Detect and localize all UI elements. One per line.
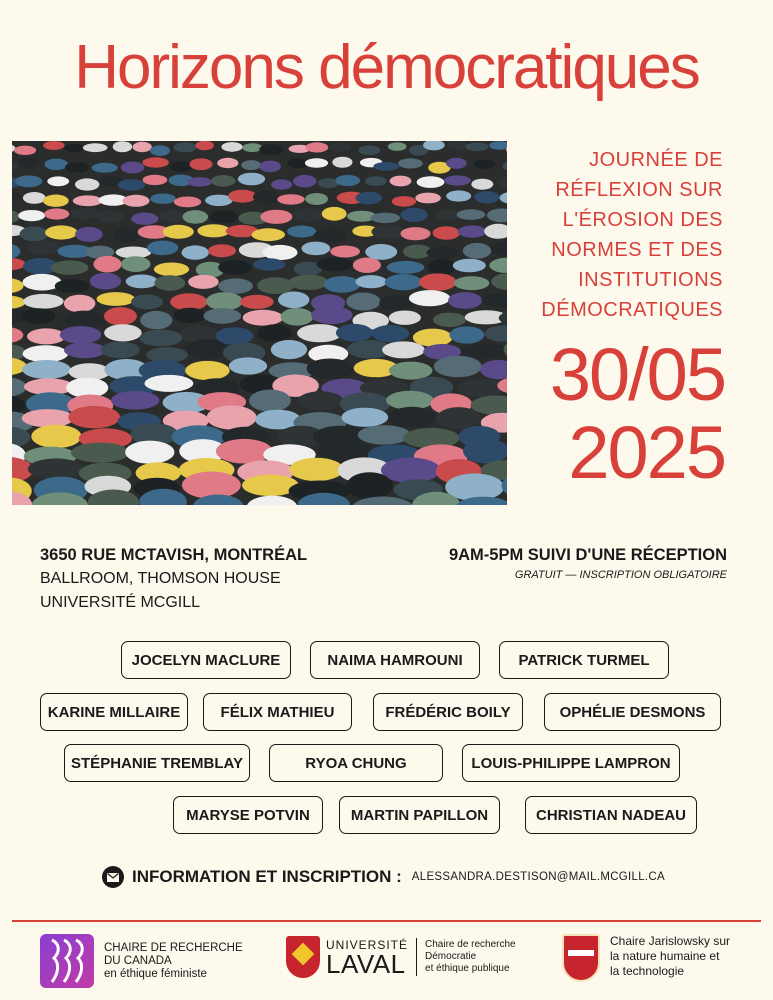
umbrella-shape xyxy=(433,226,460,239)
umbrella-shape xyxy=(365,244,397,260)
umbrella-shape xyxy=(101,342,140,359)
speaker-chip: MARTIN PAPILLON xyxy=(339,796,500,834)
umbrella-shape xyxy=(271,179,292,189)
laval-university-logo xyxy=(286,936,516,978)
umbrella-shape xyxy=(43,195,69,207)
laval-university-label: UNIVERSITÉ xyxy=(326,938,409,952)
laval-separator xyxy=(416,938,417,976)
umbrella-shape xyxy=(93,256,121,273)
umbrella-shape xyxy=(271,340,307,359)
umbrella-shape xyxy=(253,190,278,204)
umbrella-shape xyxy=(322,207,347,221)
umbrella-shape xyxy=(18,158,39,168)
umbrella-shape xyxy=(104,307,137,325)
umbrella-shape xyxy=(446,158,467,169)
umbrella-shape xyxy=(121,162,145,174)
umbrella-shape xyxy=(218,278,253,293)
umbrella-shape xyxy=(73,195,103,206)
date-year: 2025 xyxy=(568,411,725,494)
canada-research-chair-logo xyxy=(40,934,243,988)
umbrella-shape xyxy=(14,146,36,155)
umbrella-shape xyxy=(211,175,235,187)
umbrella-shape xyxy=(143,175,168,185)
umbrella-shape xyxy=(465,143,488,152)
umbrella-shape xyxy=(240,295,274,309)
mail-icon xyxy=(102,866,124,888)
umbrella-shape xyxy=(401,227,431,240)
umbrella-shape xyxy=(257,324,292,341)
umbrella-shape xyxy=(142,157,169,167)
venue-room: BALLROOM, THOMSON HOUSE xyxy=(40,570,281,587)
event-subtitle xyxy=(493,145,723,325)
subtitle-line: INSTITUTIONS xyxy=(578,269,723,291)
umbrella-shape xyxy=(353,258,381,273)
umbrella-shape xyxy=(229,357,267,374)
registration-note: GRATUIT — INSCRIPTION OBLIGATOIRE xyxy=(514,569,727,581)
speaker-chip: FRÉDÉRIC BOILY xyxy=(373,693,523,731)
umbrella-shape xyxy=(417,176,445,188)
canada-chair-line: en éthique féministe xyxy=(104,967,207,980)
umbrella-shape xyxy=(118,179,145,190)
umbrella-shape xyxy=(317,258,353,272)
umbrella-shape xyxy=(197,224,230,237)
umbrella-shape xyxy=(382,341,425,358)
mcgill-shield-icon xyxy=(562,934,600,982)
umbrella-shape xyxy=(263,245,298,260)
umbrella-shape xyxy=(260,210,292,224)
venue-block xyxy=(40,543,307,615)
subtitle-line: NORMES ET DES xyxy=(551,239,723,261)
umbrella-shape xyxy=(125,441,174,464)
umbrella-shape xyxy=(217,158,238,168)
umbrella-shape xyxy=(242,143,262,152)
umbrella-shape xyxy=(123,195,150,207)
umbrella-shape xyxy=(388,407,435,428)
laval-shield-icon xyxy=(286,936,320,978)
umbrella-shape xyxy=(111,391,160,410)
jarislowsky-line: Chaire Jarislowsky sur xyxy=(610,934,731,948)
umbrella-shape xyxy=(461,343,507,359)
umbrella-shape xyxy=(133,142,152,152)
umbrella-shape xyxy=(55,279,90,293)
umbrella-shape xyxy=(346,293,380,311)
umbrella-shape xyxy=(71,208,101,219)
umbrella-shape xyxy=(434,356,482,377)
umbrella-shape xyxy=(163,225,194,239)
umbrella-shape xyxy=(413,329,453,347)
umbrella-shape xyxy=(51,260,89,274)
umbrella-shape xyxy=(75,178,99,190)
umbrella-shape xyxy=(206,292,243,310)
umbrella-shape xyxy=(188,275,219,289)
umbrella-shape xyxy=(356,275,387,288)
umbrella-shape xyxy=(433,313,466,327)
umbrella-shape xyxy=(60,326,101,344)
umbrella-shape xyxy=(64,144,84,152)
speaker-chip: LOUIS-PHILIPPE LAMPRON xyxy=(462,744,680,782)
umbrella-shape xyxy=(427,247,460,259)
umbrella-shape xyxy=(457,209,486,220)
umbrella-shape xyxy=(448,292,482,309)
umbrella-shape xyxy=(381,458,440,483)
umbrella-shape xyxy=(150,145,170,156)
umbrella-shape xyxy=(249,390,291,412)
crowd-illustration xyxy=(12,141,507,505)
umbrella-shape xyxy=(409,290,450,306)
umbrella-shape xyxy=(415,193,441,204)
umbrella-shape xyxy=(23,192,46,204)
umbrella-shape xyxy=(104,324,142,341)
umbrella-shape xyxy=(287,226,316,238)
umbrella-shape xyxy=(170,162,193,172)
subtitle-line: JOURNÉE DE xyxy=(589,149,723,171)
umbrella-shape xyxy=(174,308,206,323)
speaker-chip: MARYSE POTVIN xyxy=(173,796,323,834)
umbrella-shape xyxy=(332,157,352,168)
umbrella-shape xyxy=(121,256,151,272)
umbrella-shape xyxy=(71,443,129,463)
umbrella-shape xyxy=(336,324,373,342)
umbrella-shape xyxy=(446,190,471,201)
jarislowsky-line: la technologie xyxy=(610,964,685,978)
umbrella-shape xyxy=(444,175,471,185)
umbrella-shape xyxy=(131,213,158,225)
umbrella-shape xyxy=(207,405,257,429)
event-time: 9AM-5PM SUIVI D'UNE RÉCEPTION xyxy=(448,546,727,564)
umbrella-shape xyxy=(31,425,81,449)
umbrella-shape xyxy=(64,311,107,329)
umbrella-shape xyxy=(183,210,209,224)
venue-institution: UNIVERSITÉ MCGILL xyxy=(40,594,201,611)
speaker-chip: NAIMA HAMROUNI xyxy=(310,641,480,679)
umbrella-shape xyxy=(298,391,343,409)
umbrella-shape xyxy=(390,176,412,187)
umbrella-shape xyxy=(187,177,212,186)
umbrella-shape xyxy=(453,259,486,273)
umbrella-shape xyxy=(27,240,60,255)
umbrella-shape xyxy=(335,175,360,186)
profiles-icon xyxy=(40,934,94,988)
umbrella-shape xyxy=(449,326,484,343)
umbrella-shape xyxy=(389,362,432,380)
umbrella-shape xyxy=(155,275,186,290)
umbrella-shape xyxy=(400,208,427,222)
speaker-chip: RYOA CHUNG xyxy=(269,744,443,782)
umbrella-shape xyxy=(293,208,322,222)
umbrella-shape xyxy=(289,275,329,290)
umbrella-shape xyxy=(174,142,197,152)
umbrella-shape xyxy=(44,208,69,219)
date-day-month: 30/05 xyxy=(549,333,725,416)
umbrella-shape xyxy=(253,258,285,270)
umbrella-shape xyxy=(45,225,77,239)
umbrella-shape xyxy=(45,159,68,171)
umbrella-shape xyxy=(305,158,328,168)
laval-name-label: LAVAL xyxy=(326,949,406,979)
umbrella-shape xyxy=(373,162,399,171)
speaker-chip: CHRISTIAN NADEAU xyxy=(525,796,697,834)
umbrella-shape xyxy=(139,330,182,347)
umbrella-shape xyxy=(358,145,380,155)
umbrella-shape xyxy=(385,274,422,290)
umbrella-shape xyxy=(216,439,273,464)
umbrella-shape xyxy=(305,193,328,205)
umbrella-shape xyxy=(147,241,178,256)
footer-divider xyxy=(12,920,761,922)
umbrella-shape xyxy=(458,225,487,237)
umbrella-shape xyxy=(398,158,423,168)
umbrella-shape xyxy=(97,210,124,223)
umbrella-shape xyxy=(257,277,294,294)
umbrella-shape xyxy=(241,160,261,170)
umbrella-shape xyxy=(23,294,63,309)
subtitle-line: RÉFLEXION SUR xyxy=(555,179,723,201)
umbrella-shape xyxy=(92,163,118,173)
laval-chair-line: et éthique publique xyxy=(425,963,510,974)
umbrella-shape xyxy=(281,308,314,326)
umbrella-shape xyxy=(358,425,411,444)
poster-title: Horizons démocratiques xyxy=(74,33,699,102)
umbrella-shape xyxy=(15,175,42,187)
umbrella-shape xyxy=(113,141,132,152)
umbrella-shape xyxy=(346,472,392,499)
info-registration xyxy=(102,866,665,888)
laval-chair-line: Démocratie xyxy=(425,951,477,962)
umbrella-shape xyxy=(203,308,241,324)
umbrella-shape xyxy=(90,273,121,290)
umbrella-shape xyxy=(388,142,407,151)
umbrella-shape xyxy=(174,197,201,208)
umbrella-shape xyxy=(387,261,425,274)
umbrella-shape xyxy=(311,306,353,324)
umbrella-shape xyxy=(289,458,343,481)
canada-chair-line: DU CANADA xyxy=(104,954,172,967)
umbrella-shape xyxy=(28,458,84,479)
umbrella-shape xyxy=(314,228,346,243)
speaker-chip: OPHÉLIE DESMONS xyxy=(544,693,721,731)
jarislowsky-text xyxy=(610,934,730,979)
speaker-chip: JOCELYN MACLURE xyxy=(121,641,291,679)
speaker-chip: FÉLIX MATHIEU xyxy=(203,693,352,731)
umbrella-shape xyxy=(372,325,410,342)
umbrella-shape xyxy=(195,141,214,150)
umbrella-shape xyxy=(131,294,163,309)
umbrella-shape xyxy=(341,408,388,427)
subtitle-line: DÉMOCRATIQUES xyxy=(541,299,723,321)
umbrella-shape xyxy=(182,245,209,259)
umbrella-shape xyxy=(370,213,400,224)
umbrella-shape xyxy=(419,273,457,290)
jarislowsky-line: la nature humaine et xyxy=(610,949,720,963)
umbrella-shape xyxy=(324,276,361,293)
event-date xyxy=(549,333,725,494)
umbrella-shape xyxy=(21,308,55,324)
umbrella-shape xyxy=(145,375,194,392)
umbrella-shape xyxy=(389,311,421,325)
umbrella-shape xyxy=(437,407,481,429)
speaker-chip: STÉPHANIE TREMBLAY xyxy=(64,744,250,782)
speaker-chip: PATRICK TURMEL xyxy=(499,641,669,679)
umbrella-shape xyxy=(18,210,45,221)
umbrella-shape xyxy=(228,190,256,203)
umbrella-shape xyxy=(208,244,236,257)
umbrella-shape xyxy=(306,142,329,152)
umbrella-shape xyxy=(428,259,456,275)
umbrella-shape xyxy=(221,142,242,152)
umbrella-shape xyxy=(307,359,354,380)
umbrella-shape xyxy=(113,229,140,243)
umbrella-crowd-photo xyxy=(12,141,507,505)
umbrella-shape xyxy=(463,243,491,259)
umbrella-shape xyxy=(243,310,283,326)
umbrella-shape xyxy=(277,194,304,204)
contact-email-link[interactable]: ALESSANDRA.DESTISON@MAIL.MCGILL.CA xyxy=(411,871,666,883)
umbrella-shape xyxy=(182,472,241,499)
umbrella-shape xyxy=(27,328,65,344)
umbrella-shape xyxy=(259,161,281,173)
umbrella-shape xyxy=(471,179,493,190)
laval-wordmark xyxy=(326,938,409,979)
laval-chair-text xyxy=(425,939,516,975)
umbrella-shape xyxy=(330,246,360,258)
venue-address: 3650 RUE MCTAVISH, MONTRÉAL xyxy=(40,546,308,564)
umbrella-shape xyxy=(392,196,416,207)
jarislowsky-chair-logo xyxy=(562,934,730,982)
subtitle-line: L'ÉROSION DES xyxy=(562,209,723,231)
umbrella-shape xyxy=(68,406,120,428)
umbrella-shape xyxy=(20,227,49,242)
umbrella-shape xyxy=(297,324,342,342)
canada-chair-text xyxy=(104,942,243,981)
umbrella-shape xyxy=(218,260,251,275)
umbrella-shape xyxy=(126,275,158,289)
umbrella-shape xyxy=(293,175,316,188)
umbrella-shape xyxy=(43,141,65,150)
umbrella-shape xyxy=(22,360,71,379)
umbrella-shape xyxy=(238,173,265,186)
umbrella-shape xyxy=(97,292,136,306)
umbrella-shape xyxy=(159,210,185,222)
info-label: INFORMATION ET INSCRIPTION : xyxy=(132,867,402,886)
umbrella-shape xyxy=(190,158,213,170)
umbrella-shape xyxy=(186,339,227,359)
umbrella-shape xyxy=(83,143,108,152)
umbrella-shape xyxy=(259,144,283,155)
umbrella-shape xyxy=(65,162,89,172)
umbrella-shape xyxy=(278,292,309,309)
umbrella-shape xyxy=(463,439,507,464)
umbrella-shape xyxy=(252,228,285,241)
umbrella-shape xyxy=(22,409,74,427)
umbrella-shape xyxy=(365,176,387,186)
umbrella-shape xyxy=(454,276,489,290)
umbrella-shape xyxy=(371,225,405,239)
umbrella-shape xyxy=(356,192,383,205)
umbrella-shape xyxy=(302,242,331,256)
schedule-block xyxy=(449,543,727,581)
speaker-chip: KARINE MILLAIRE xyxy=(40,693,188,731)
umbrella-shape xyxy=(47,176,69,186)
umbrella-shape xyxy=(23,345,69,362)
umbrella-shape xyxy=(329,143,351,152)
umbrella-shape xyxy=(140,311,172,329)
umbrella-shape xyxy=(185,361,230,380)
umbrella-shape xyxy=(64,342,106,358)
canada-chair-line: CHAIRE DE RECHERCHE xyxy=(104,941,243,954)
umbrella-shape xyxy=(209,210,238,223)
umbrella-shape xyxy=(150,194,176,204)
laval-chair-line: Chaire de recherche xyxy=(425,939,516,950)
umbrella-shape xyxy=(154,263,189,277)
umbrella-shape xyxy=(75,227,103,242)
umbrella-shape xyxy=(64,295,96,313)
